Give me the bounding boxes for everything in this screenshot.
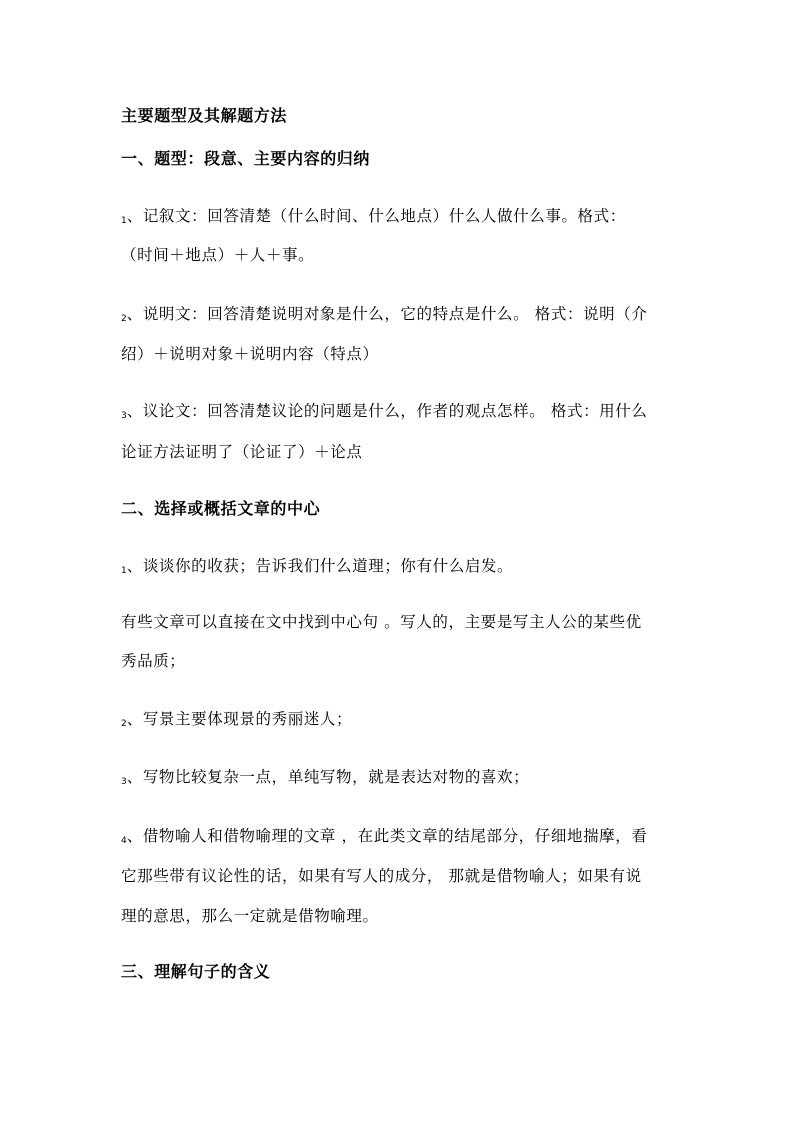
item-text: 、说明文：回答清楚说明对象是什么，它的特点是什么。 格式：说明（介 (126, 305, 648, 323)
item-text: 、记叙文：回答清楚（什么时间、什么地点）什么人做什么事。格式： (126, 207, 626, 225)
section-2-item-4-line-1 (121, 826, 681, 851)
document-title: 主要题型及其解题方法 (121, 106, 288, 125)
section-2-heading: 二、选择或概括文章的中心 (121, 499, 321, 518)
section-1-item-2-line-1 (121, 304, 681, 329)
item-number: 2 (121, 314, 127, 324)
item-text: 、议论文：回答清楚议论的问题是什么，作者的观点怎样。 格式：用什么 (126, 402, 648, 420)
section-2-item-3 (121, 767, 681, 792)
section-2-paragraph-line-2: 秀品质； (121, 652, 186, 670)
item-number: 4 (121, 836, 127, 846)
section-2-item-4-line-2: 它那些带有议论性的话，如果有写人的成分， 那就是借物喻人；如果有说 (121, 867, 642, 885)
section-1-item-1-line-2: （时间＋地点）＋人＋事。 (121, 246, 315, 264)
item-text: 、写物比较复杂一点，单纯写物，就是表达对物的喜欢； (126, 768, 530, 786)
section-3-heading: 三、理解句子的含义 (121, 962, 271, 981)
item-number: 3 (121, 411, 127, 421)
item-text: 、写景主要体现景的秀丽迷人； (126, 710, 353, 728)
section-1-item-2-line-2: 绍）＋说明对象＋说明内容（特点） (121, 345, 379, 363)
section-2-item-4-line-3: 理的意思，那么一定就是借物喻理。 (121, 907, 379, 925)
item-number: 1 (121, 566, 127, 576)
item-text: 、借物喻人和借物喻理的文章 ，在此类文章的结尾部分，仔细地揣摩，看 (126, 827, 648, 845)
section-1-item-3-line-1 (121, 401, 681, 426)
item-text: 、谈谈你的收获；告诉我们什么道理；你有什么启发。 (126, 557, 514, 575)
section-1-item-1-line-1 (121, 206, 681, 231)
section-2-paragraph-line-1: 有些文章可以直接在文中找到中心句 。写人的，主要是写主人公的某些优 (121, 613, 642, 631)
section-2-item-1 (121, 556, 681, 581)
item-number: 2 (121, 719, 127, 729)
item-number: 1 (121, 216, 127, 226)
item-number: 3 (121, 777, 127, 787)
section-2-item-2 (121, 709, 681, 734)
section-1-heading: 一、题型：段意、主要内容的归纳 (121, 149, 371, 168)
section-1-item-3-line-2: 论证方法证明了（论证了）＋论点 (121, 443, 363, 461)
